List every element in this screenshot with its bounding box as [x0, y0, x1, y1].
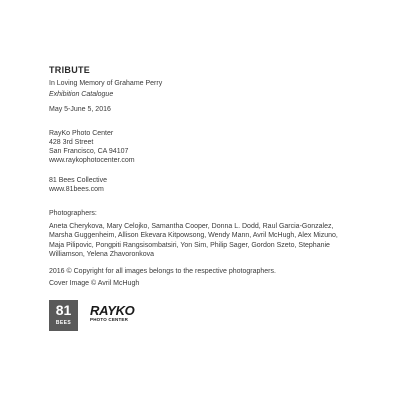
logo-row: [49, 300, 189, 336]
subtitle: In Loving Memory of Grahame Perry: [49, 80, 163, 87]
collective-url: www.81bees.com: [49, 186, 104, 193]
venue-url: www.raykophotocenter.com: [49, 157, 135, 164]
page-title: TRIBUTE: [49, 65, 91, 75]
exhibition-dates: May 5-June 5, 2016: [49, 106, 111, 113]
copyright-notice: 2016 © Copyright for all images belongs to the respective photographers.: [49, 268, 276, 275]
photographers-heading: Photographers:: [49, 210, 97, 217]
rayko-logo: [90, 304, 160, 328]
catalogue-label: Exhibition Catalogue: [49, 91, 114, 98]
81-bees-logo: [49, 300, 78, 331]
rayko-logo-brand: RAYKO: [90, 303, 135, 318]
rayko-logo-tagline: PHOTO CENTER: [90, 317, 129, 322]
cover-credit: Cover Image © Avril McHugh: [49, 280, 140, 287]
venue-city: San Francisco, CA 94107: [49, 148, 129, 155]
collective-name: 81 Bees Collective: [49, 177, 107, 184]
photographers-list: Aneta Cherykova, Mary Celojko, Samantha Cooper, Donna L. Dodd, Raul Garcia-Gonzalez, Marsha Guggenheim, Allison Ekevara Kitpowsong, Wendy Mann, Avril McHugh, Alex Mizuno, Maja Pilipovic, Pongpiti Rangsisombatsiri, Yon Sim, Philip Sager, Gordon Szeto, Stephanie Williamson, Yelena Zhavoronkova: [49, 223, 338, 259]
venue-name: RayKo Photo Center: [49, 130, 114, 137]
81-bees-logo-text: BEES: [55, 320, 72, 326]
81-bees-logo-number: 81: [55, 302, 72, 318]
venue-street: 428 3rd Street: [49, 139, 94, 146]
